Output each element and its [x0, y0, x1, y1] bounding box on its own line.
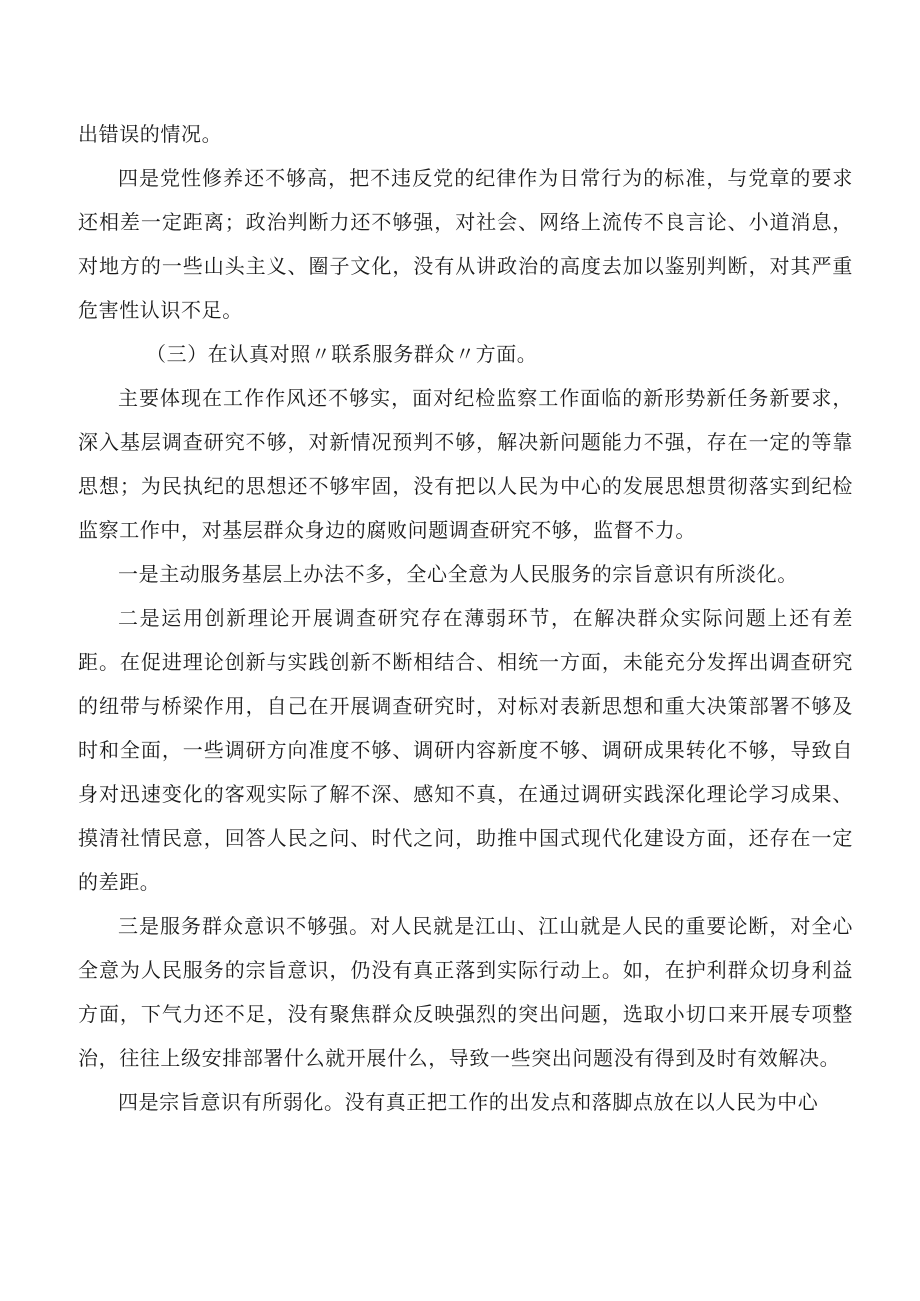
document-body [78, 112, 853, 1124]
paragraph-party-spirit: 四是党性修养还不够高，把不违反党的纪律作为日常行为的标准，与党章的要求还相差一定距离；政治判断力还不够强，对社会、网络上流传不良言论、小道消息，对地方的一些山头主义、圈子文化，没有从讲政治的高度去加以鉴别判断，对其严重危害性认识不足。 [78, 166, 853, 322]
paragraph-work-style: 主要体现在工作作风还不够实，面对纪检监察工作面临的新形势新任务新要求，深入基层调查研究不够，对新情况预判不够，解决新问题能力不强，存在一定的等靠思想；为民执纪的思想还不够牢固，没有把以人民为中心的发展思想贯彻落实到纪检监察工作中，对基层群众身边的腐败问题调查研究不够，监督不力。 [78, 386, 853, 542]
paragraph-point-four: 四是宗旨意识有所弱化。没有真正把工作的出发点和落脚点放在以人民为中心 [118, 1090, 819, 1114]
section-heading: （三）在认真对照〃联系服务群众〃方面。 [146, 342, 538, 366]
paragraph-point-three: 三是服务群众意识不够强。对人民就是江山、江山就是人民的重要论断，对全心全意为人民服务的宗旨意识，仍没有真正落到实际行动上。如，在护利群众切身利益方面，下气力还不足，没有聚焦群众反映强烈的突出问题，选取小切口来开展专项整治，往往上级安排部署什么就开展什么，导致一些突出问题没有得到及时有效解决。 [78, 914, 853, 1070]
paragraph-continuation: 出错误的情况。 [78, 122, 223, 146]
paragraph-point-two: 二是运用创新理论开展调查研究存在薄弱环节，在解决群众实际问题上还有差距。在促进理论创新与实践创新不断相结合、相统一方面，未能充分发挥出调查研究的纽带与桥梁作用，自己在开展调查研究时，对标对表新思想和重大决策部署不够及时和全面，一些调研方向准度不够、调研内容新度不够、调研成果转化不够，导致自身对迅速变化的客观实际了解不深、感知不真，在通过调研实践深化理论学习成果、摸清社情民意，回答人民之问、时代之问，助推中国式现代化建设方面，还存在一定的差距。 [78, 606, 853, 894]
paragraph-point-one: 一是主动服务基层上办法不多，全心全意为人民服务的宗旨意识有所淡化。 [118, 562, 798, 586]
